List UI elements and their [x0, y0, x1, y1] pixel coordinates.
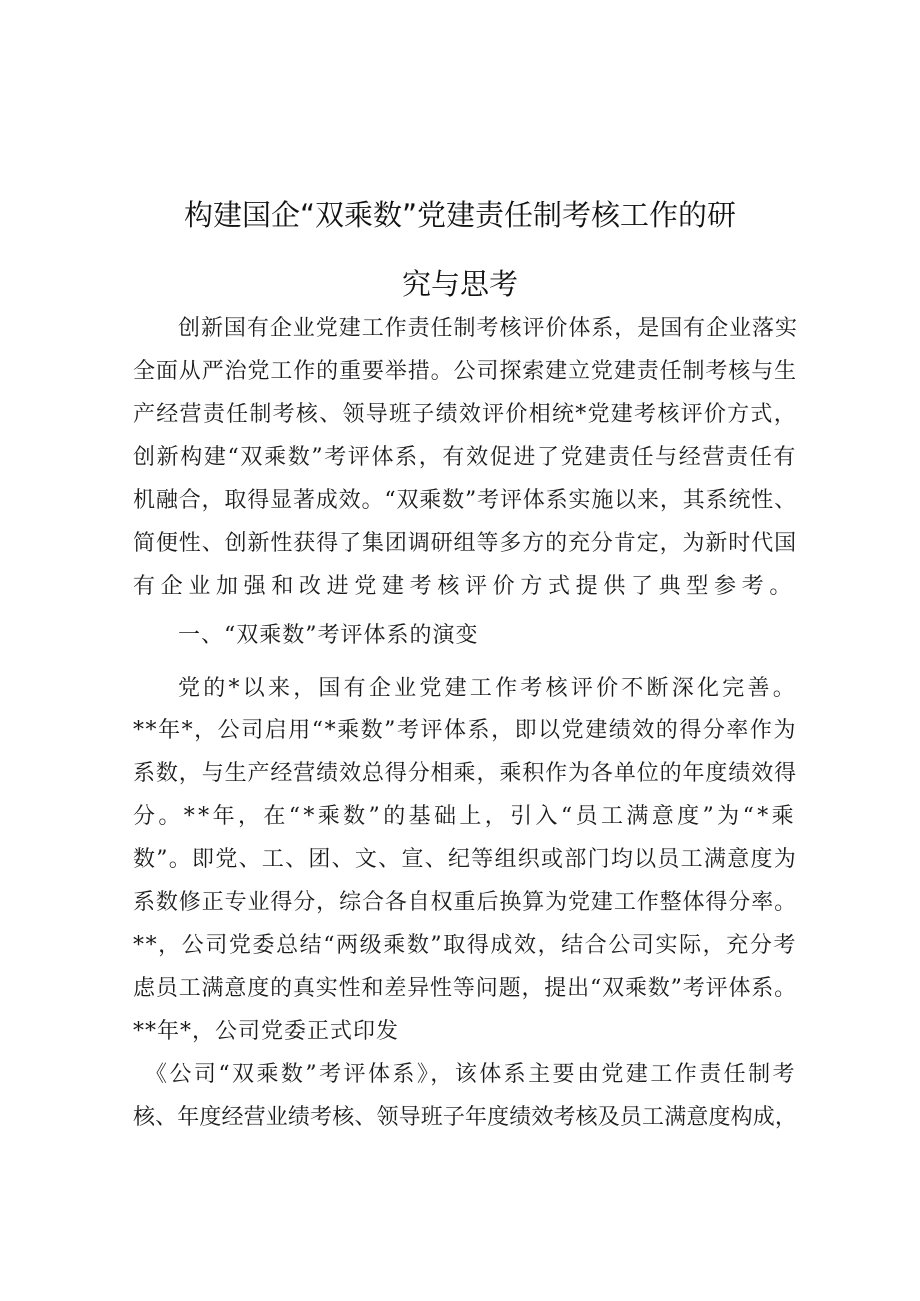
paragraph-3-line-3: 分。**年，在“*乘数”的基础上，引入“员工满意度”为“*乘	[133, 804, 797, 829]
document-title-line-2: 究与思考	[401, 267, 518, 301]
paragraph-3-line-1: **年*，公司启用“*乘数”考评体系，即以党建绩效的得分率作为	[133, 718, 797, 743]
paragraph-1-line-1: 创新国有企业党建工作责任制考核评价体系，是国有企业落实	[178, 316, 798, 341]
paragraph-1-line-2: 全面从严治党工作的重要举措。公司探索建立党建责任制考核与生	[133, 359, 797, 384]
paragraph-3-line-2: 系数，与生产经营绩效总得分相乘，乘积作为各单位的年度绩效得	[133, 761, 797, 786]
paragraph-4-line-2: 核、年度经营业绩考核、领导班子年度绩效考核及员工满意度构成，	[133, 1105, 797, 1130]
paragraph-3-line-5: 系数修正专业得分，综合各自权重后换算为党建工作整体得分率。	[133, 890, 797, 915]
paragraph-3-line-7: 虑员工满意度的真实性和差异性等问题，提出“双乘数”考评体系。	[133, 976, 797, 1001]
paragraph-1-line-5: 机融合，取得显著成效。“双乘数”考评体系实施以来，其系统性、	[133, 488, 797, 513]
paragraph-3-line-8: **年*，公司党委正式印发	[133, 1019, 400, 1044]
paragraph-3-line-4: 数”。即党、工、团、文、宣、纪等组织或部门均以员工满意度为	[133, 847, 797, 872]
section-heading-1: 一、“双乘数”考评体系的演变	[178, 623, 479, 648]
paragraph-1-line-7: 有企业加强和改进党建考核评价方式提供了典型参考。	[133, 574, 797, 599]
paragraph-2-line-1: 党的*以来，国有企业党建工作考核评价不断深化完善。	[178, 676, 798, 701]
paragraph-3-line-6: **，公司党委总结“两级乘数”取得成效，结合公司实际，充分考	[133, 933, 797, 958]
paragraph-1-line-3: 产经营责任制考核、领导班子绩效评价相统*党建考核评价方式，	[133, 402, 797, 427]
document-title-line-1: 构建国企“双乘数”党建责任制考核工作的研	[183, 198, 737, 232]
paragraph-4-line-1: 《公司“双乘数”考评体系》，该体系主要由党建工作责任制考	[145, 1062, 797, 1087]
paragraph-1-line-4: 创新构建“双乘数”考评体系，有效促进了党建责任与经营责任有	[133, 445, 797, 470]
paragraph-1-line-6: 简便性、创新性获得了集团调研组等多方的充分肯定，为新时代国	[133, 531, 797, 556]
